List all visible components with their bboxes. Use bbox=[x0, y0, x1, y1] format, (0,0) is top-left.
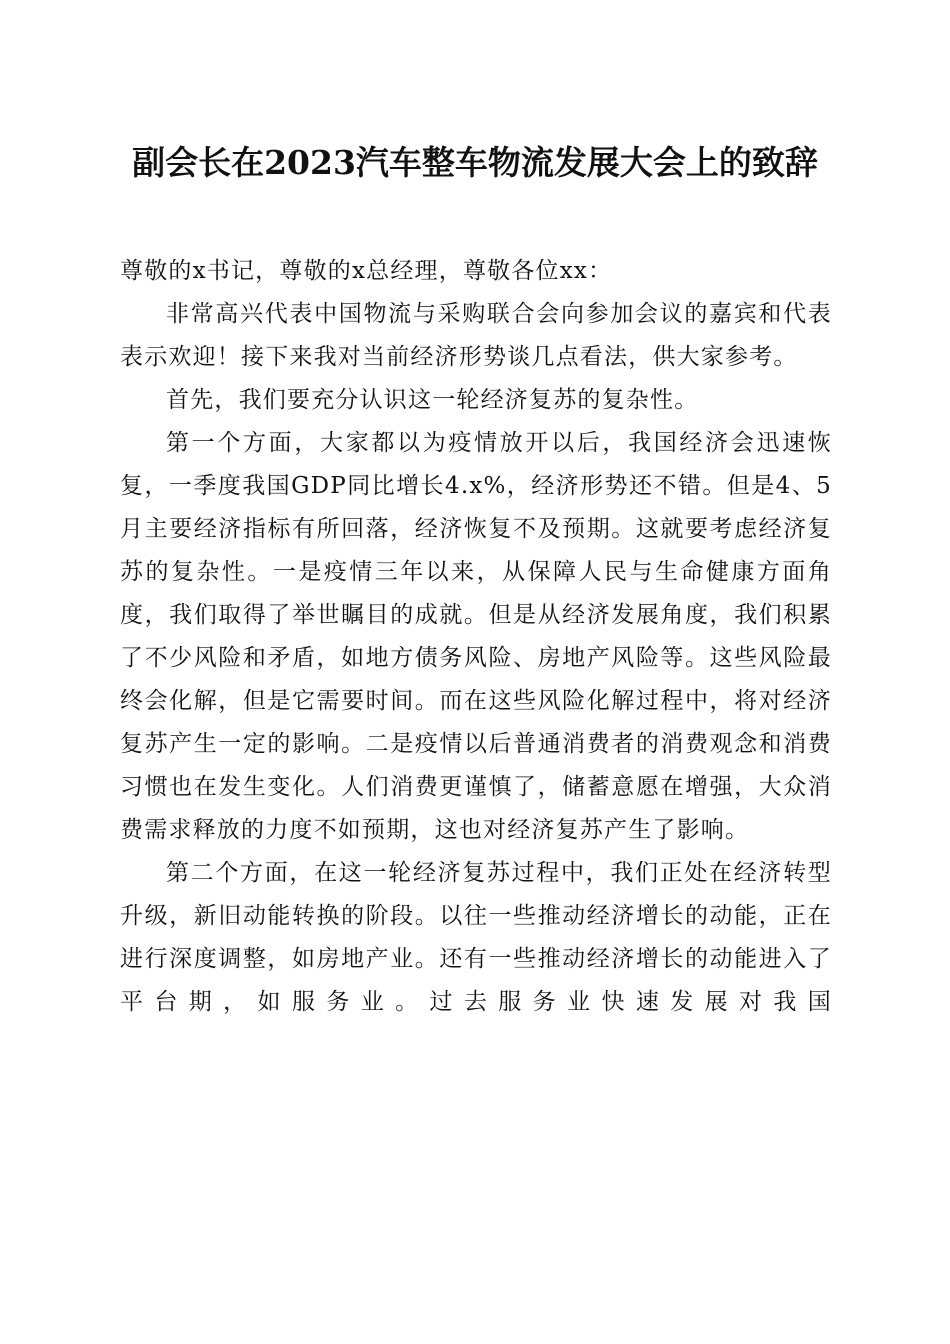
paragraph-aspect-two: 第二个方面，在这一轮经济复苏过程中，我们正处在经济转型升级，新旧动能转换的阶段。以往一些推动经济增长的动能，正在进行深度调整，如房地产业。还有一些推动经济增长的动能进入了平台期，如服务业。过去服务业快速发展对我国 bbox=[120, 860, 832, 1015]
document-body bbox=[120, 250, 832, 1024]
paragraph-first-point: 首先，我们要充分认识这一轮经济复苏的复杂性。 bbox=[166, 387, 699, 413]
paragraph-aspect-one: 第一个方面，大家都以为疫情放开以后，我国经济会迅速恢复，一季度我国GDP同比增长4.x%，经济形势还不错。但是4、5月主要经济指标有所回落，经济恢复不及预期。这就要考虑经济复苏的复杂性。一是疫情三年以来，从保障人民与生命健康方面角度，我们取得了举世瞩目的成就。但是从经济发展角度，我们积累了不少风险和矛盾，如地方债务风险、房地产风险等。这些风险最终会化解，但是它需要时间。而在这些风险化解过程中，将对经济复苏产生一定的影响。二是疫情以后普通消费者的消费观念和消费习惯也在发生变化。人们消费更谨慎了，储蓄意愿在增强，大众消费需求释放的力度不如预期，这也对经济复苏产生了影响。 bbox=[120, 430, 832, 843]
paragraph-welcome: 非常高兴代表中国物流与采购联合会向参加会议的嘉宾和代表表示欢迎！接下来我对当前经济形势谈几点看法，供大家参考。 bbox=[120, 301, 832, 370]
salutation: 尊敬的x书记，尊敬的x总经理，尊敬各位xx： bbox=[120, 258, 613, 284]
document-title: 副会长在2023汽车整车物流发展大会上的致辞 bbox=[132, 143, 818, 182]
